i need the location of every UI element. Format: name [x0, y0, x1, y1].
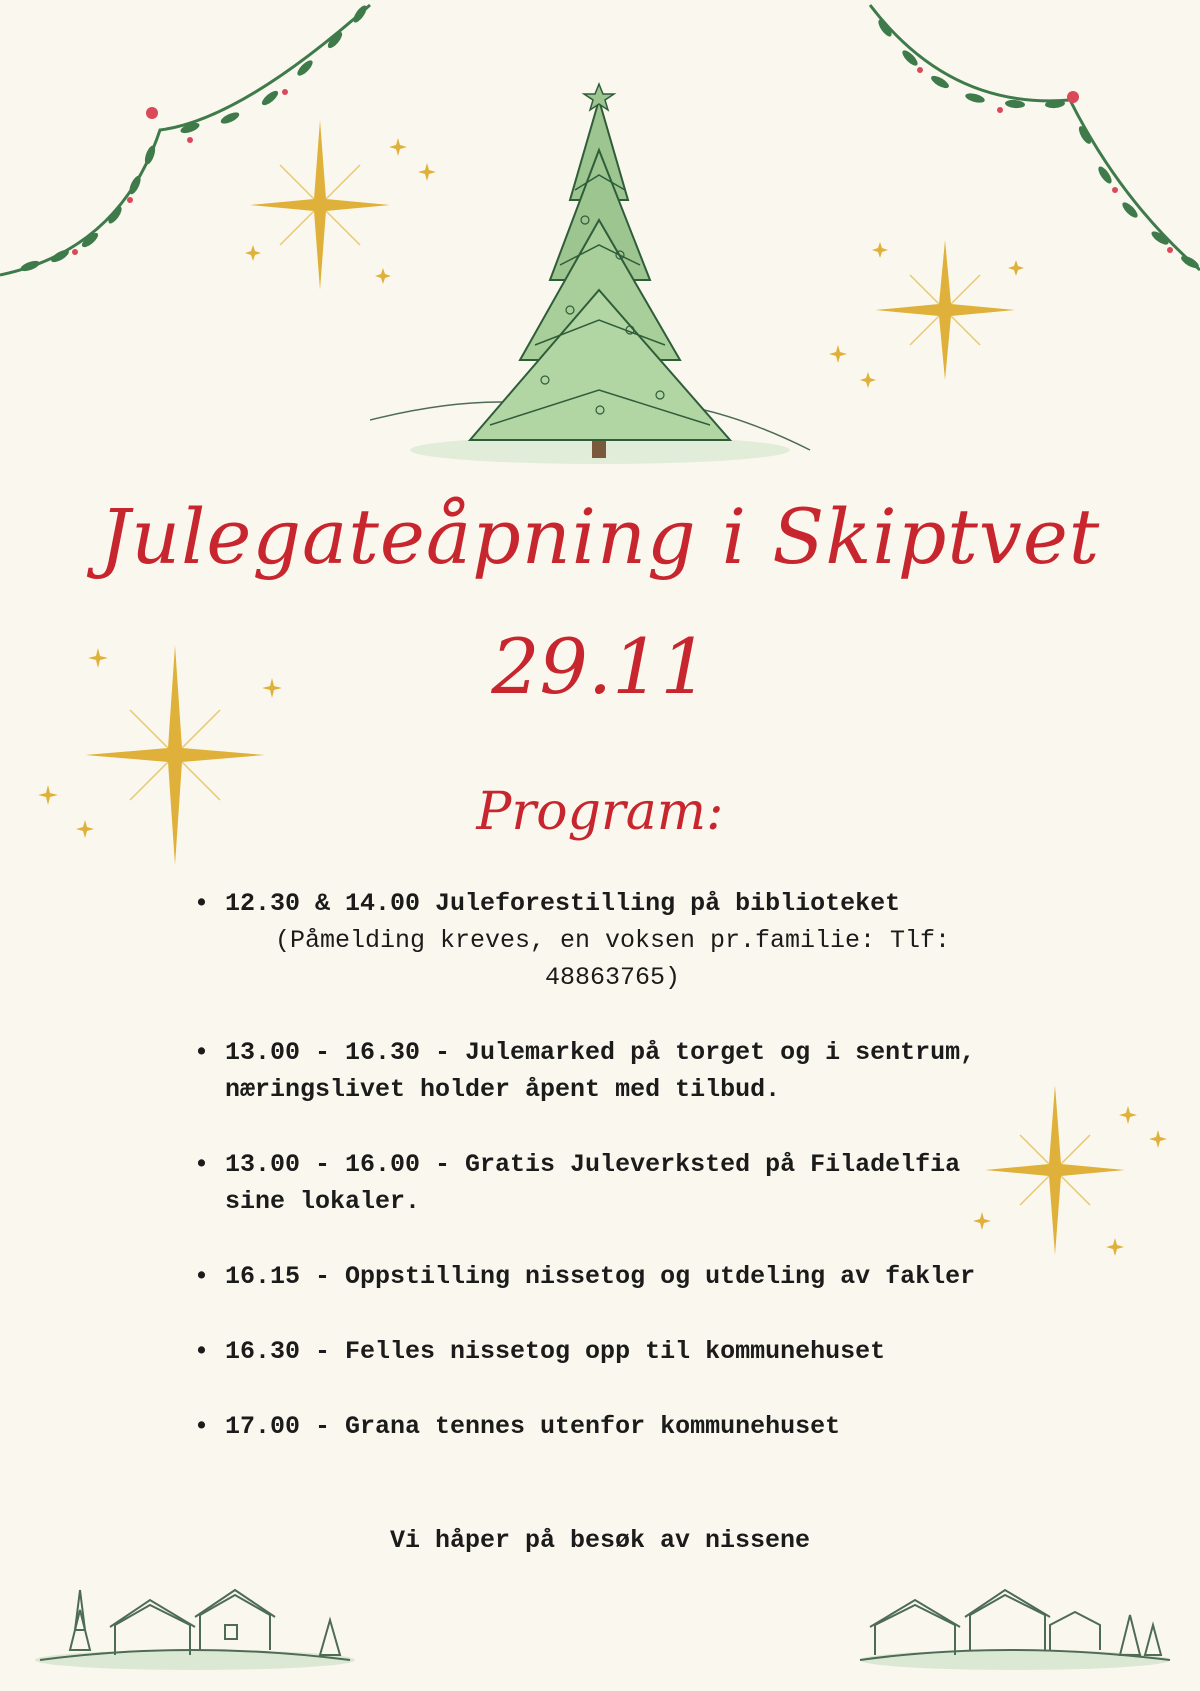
program-item [190, 1333, 1020, 1370]
closing-message: Vi håper på besøk av nissene [389, 1526, 811, 1555]
program-item-text: 13.00 - 16.30 - Julemarked på torget og i sentrum, næringslivet holder åpent med tilbud. [225, 1038, 976, 1104]
program-item-note: (Påmelding kreves, en voksen pr.familie: Tlf: 48863765) [274, 926, 951, 992]
program-item [190, 1258, 1020, 1295]
bullet-icon: • [194, 1038, 210, 1067]
program-list [190, 885, 1020, 1483]
program-item-text: 13.00 - 16.00 - Gratis Juleverksted på Filadelfia sine lokaler. [225, 1150, 961, 1216]
program-item [190, 1146, 1020, 1220]
program-item-text: 16.15 - Oppstilling nissetog og utdeling av fakler [225, 1262, 976, 1291]
event-date: 29.11 [491, 622, 709, 711]
program-item [190, 1408, 1020, 1445]
program-item-text: 16.30 - Felles nissetog opp til kommunehuset [225, 1337, 886, 1366]
program-item [190, 885, 1020, 996]
program-heading: Program: [476, 782, 724, 842]
bullet-icon: • [194, 1262, 210, 1291]
program-item-text: 17.00 - Grana tennes utenfor kommunehuset [225, 1412, 841, 1441]
bullet-icon: • [194, 1412, 210, 1441]
village-right-icon [855, 1570, 1175, 1670]
program-item [190, 1034, 1020, 1108]
bullet-icon: • [194, 1337, 210, 1366]
event-title: Julegateåpning i Skiptvet [99, 492, 1101, 581]
program-item-text: 12.30 & 14.00 Juleforestilling på biblioteket [225, 889, 901, 918]
village-left-icon [30, 1570, 360, 1670]
bullet-icon: • [194, 1150, 210, 1179]
bullet-icon: • [194, 889, 210, 918]
